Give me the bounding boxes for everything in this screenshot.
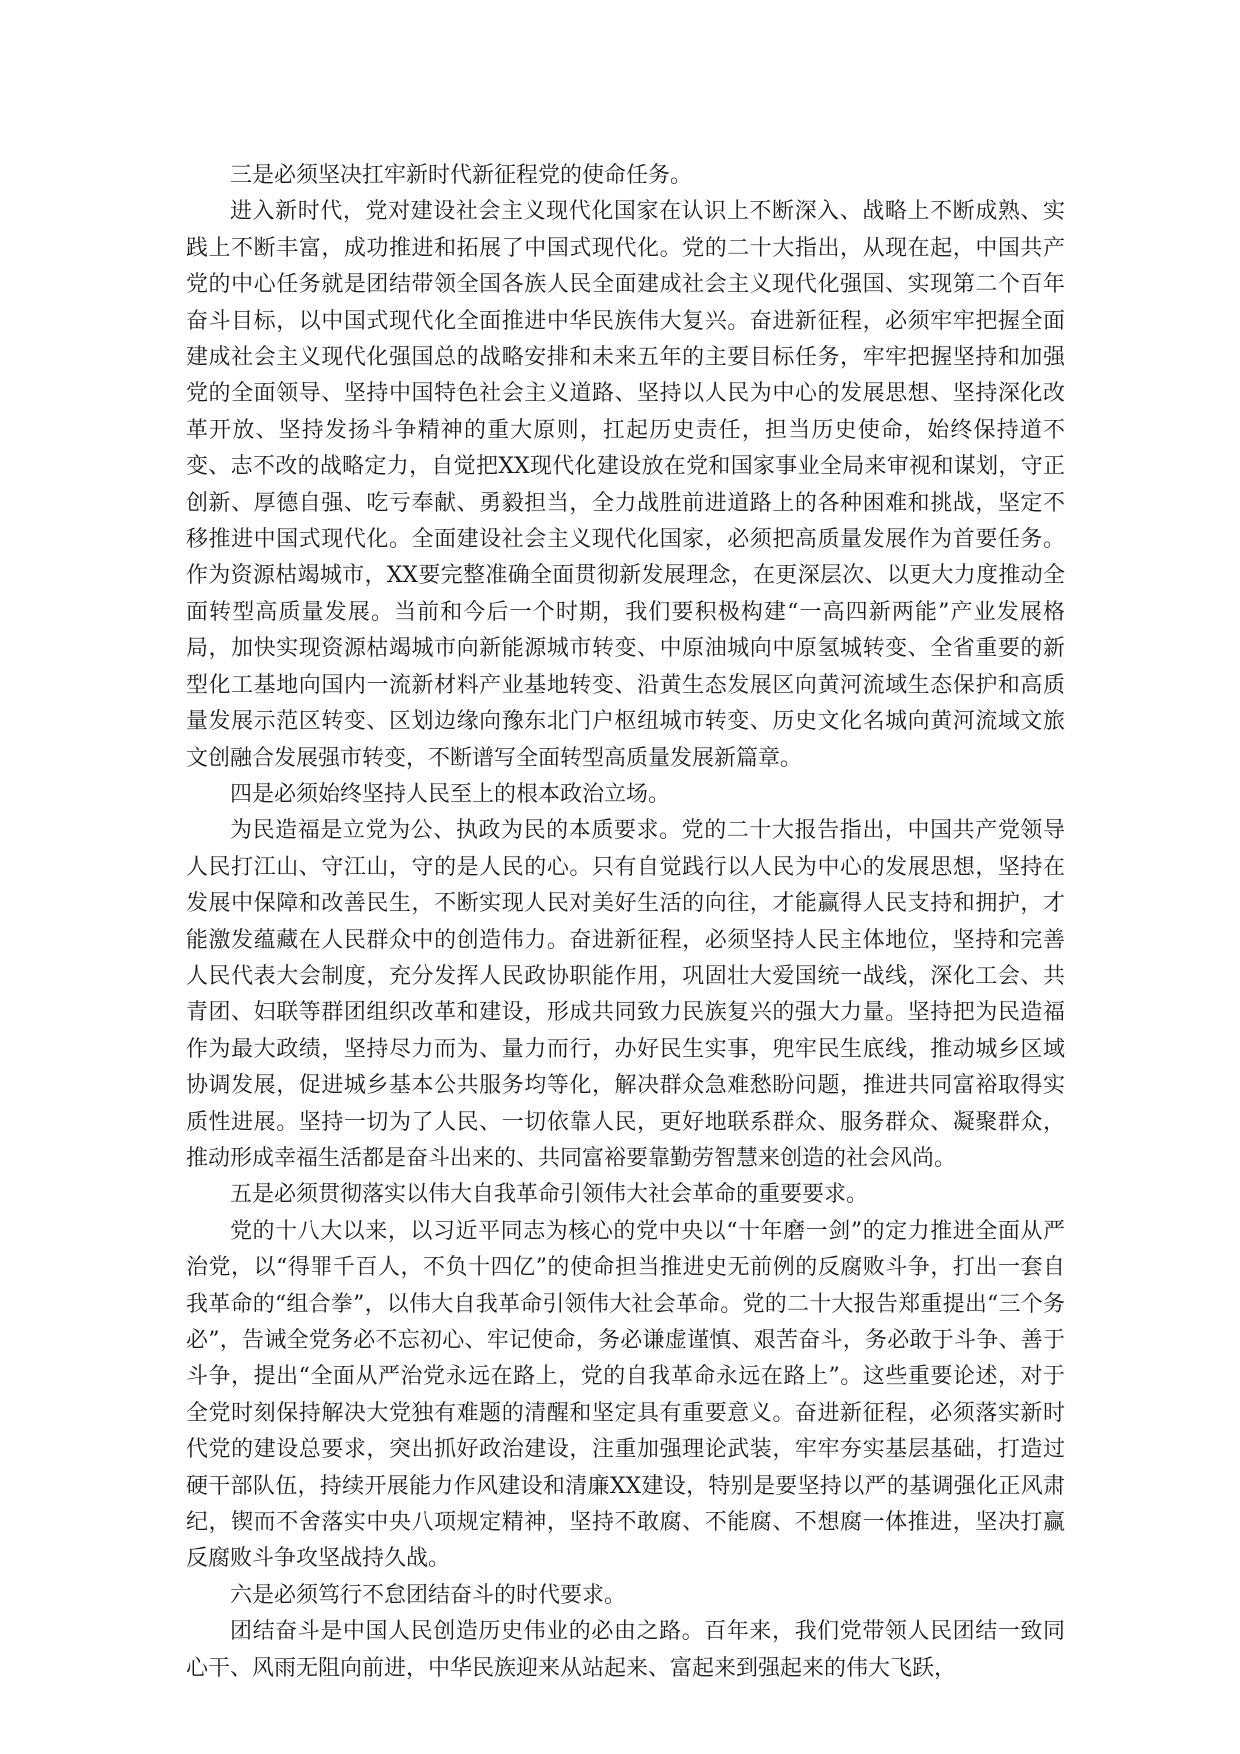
document-body bbox=[186, 158, 1065, 1687]
heading-paragraph-5: 五是必须贯彻落实以伟大自我革命引领伟大社会革命的重要要求。 bbox=[230, 1182, 869, 1208]
body-paragraph: 团结奋斗是中国人民创造历史伟业的必由之路。百年来，我们党带领人民团结一致同心干、风雨无阻向前进，中华民族迎来从站起来、富起来到强起来的伟大飞跃， bbox=[186, 1619, 1065, 1681]
body-paragraph: 党的十八大以来，以习近平同志为核心的党中央以“十年磨一剑”的定力推进全面从严治党，以“得罪千百人，不负十四亿”的使命担当推进史无前例的反腐败斗争，打出一套自我革命的“组合拳”，以伟大自我革命引领伟大社会革命。党的二十大报告郑重提出“三个务必”，告诫全党务必不忘初心、牢记使命，务必谦虚谨慎、艰苦奋斗，务必敢于斗争、善于斗争，提出“全面从严治党永远在路上，党的自我革命永远在路上”。这些重要论述，对于全党时刻保持解决大党独有难题的清醒和坚定具有重要意义。奋进新征程，必须落实新时代党的建设总要求，突出抓好政治建设，注重加强理论武装，牢牢夯实基层基础，打造过硬干部队伍，持续开展能力作风建设和清廉XX建设，特别是要坚持以严的基调强化正风肃纪，锲而不舍落实中央八项规定精神，坚持不敢腐、不能腐、不想腐一体推进，坚决打赢反腐败斗争攻坚战持久战。 bbox=[186, 1218, 1065, 1572]
body-paragraph: 为民造福是立党为公、执政为民的本质要求。党的二十大报告指出，中国共产党领导人民打江山、守江山，守的是人民的心。只有自觉践行以人民为中心的发展思想，坚持在发展中保障和改善民生，不断实现人民对美好生活的向往，才能赢得人民支持和拥护，才能激发蕴藏在人民群众中的创造伟力。奋进新征程，必须坚持人民主体地位，坚持和完善人民代表大会制度，充分发挥人民政协职能作用，巩固壮大爱国统一战线，深化工会、共青团、妇联等群团组织改革和建设，形成共同致力民族复兴的强大力量。坚持把为民造福作为最大政绩，坚持尽力而为、量力而行，办好民生实事，兜牢民生底线，推动城乡区域协调发展，促进城乡基本公共服务均等化，解决群众急难愁盼问题，推进共同富裕取得实质性进展。坚持一切为了人民、一切依靠人民，更好地联系群众、服务群众、凝聚群众，推动形成幸福生活都是奋斗出来的、共同富裕要靠勤劳智慧来创造的社会风尚。 bbox=[186, 818, 1065, 1171]
heading-paragraph-4: 四是必须始终坚持人民至上的根本政治立场。 bbox=[230, 781, 671, 807]
heading-paragraph-3: 三是必须坚决扛牢新时代新征程党的使命任务。 bbox=[230, 163, 693, 188]
body-paragraph: 进入新时代，党对建设社会主义现代化国家在认识上不断深入、战略上不断成熟、实践上不断丰富，成功推进和拓展了中国式现代化。党的二十大指出，从现在起，中国共产党的中心任务就是团结带领全国各族人民全面建成社会主义现代化强国、实现第二个百年奋斗目标，以中国式现代化全面推进中华民族伟大复兴。奋进新征程，必须牢牢把握全面建成社会主义现代化强国总的战略安排和未来五年的主要目标任务，牢牢把握坚持和加强党的全面领导、坚持中国特色社会主义道路、坚持以人民为中心的发展思想、坚持深化改革开放、坚持发扬斗争精神的重大原则，扛起历史责任，担当历史使命，始终保持道不变、志不改的战略定力，自觉把XX现代化建设放在党和国家事业全局来审视和谋划，守正创新、厚德自强、吃亏奉献、勇毅担当，全力战胜前进道路上的各种困难和挑战，坚定不移推进中国式现代化。全面建设社会主义现代化国家，必须把高质量发展作为首要任务。作为资源枯竭城市，XX要完整准确全面贯彻新发展理念，在更深层次、以更大力度推动全面转型高质量发展。当前和今后一个时期，我们要积极构建“一高四新两能”产业发展格局，加快实现资源枯竭城市向新能源城市转变、中原油城向中原氢城转变、全省重要的新型化工基地向国内一流新材料产业基地转变、沿黄生态发展区向黄河流域生态保护和高质量发展示范区转变、区划边缘向豫东北门户枢纽城市转变、历史文化名城向黄河流域文旅文创融合发展强市转变，不断谱写全面转型高质量发展新篇章。 bbox=[186, 199, 1065, 771]
heading-paragraph-6: 六是必须笃行不怠团结奋斗的时代要求。 bbox=[230, 1582, 627, 1608]
